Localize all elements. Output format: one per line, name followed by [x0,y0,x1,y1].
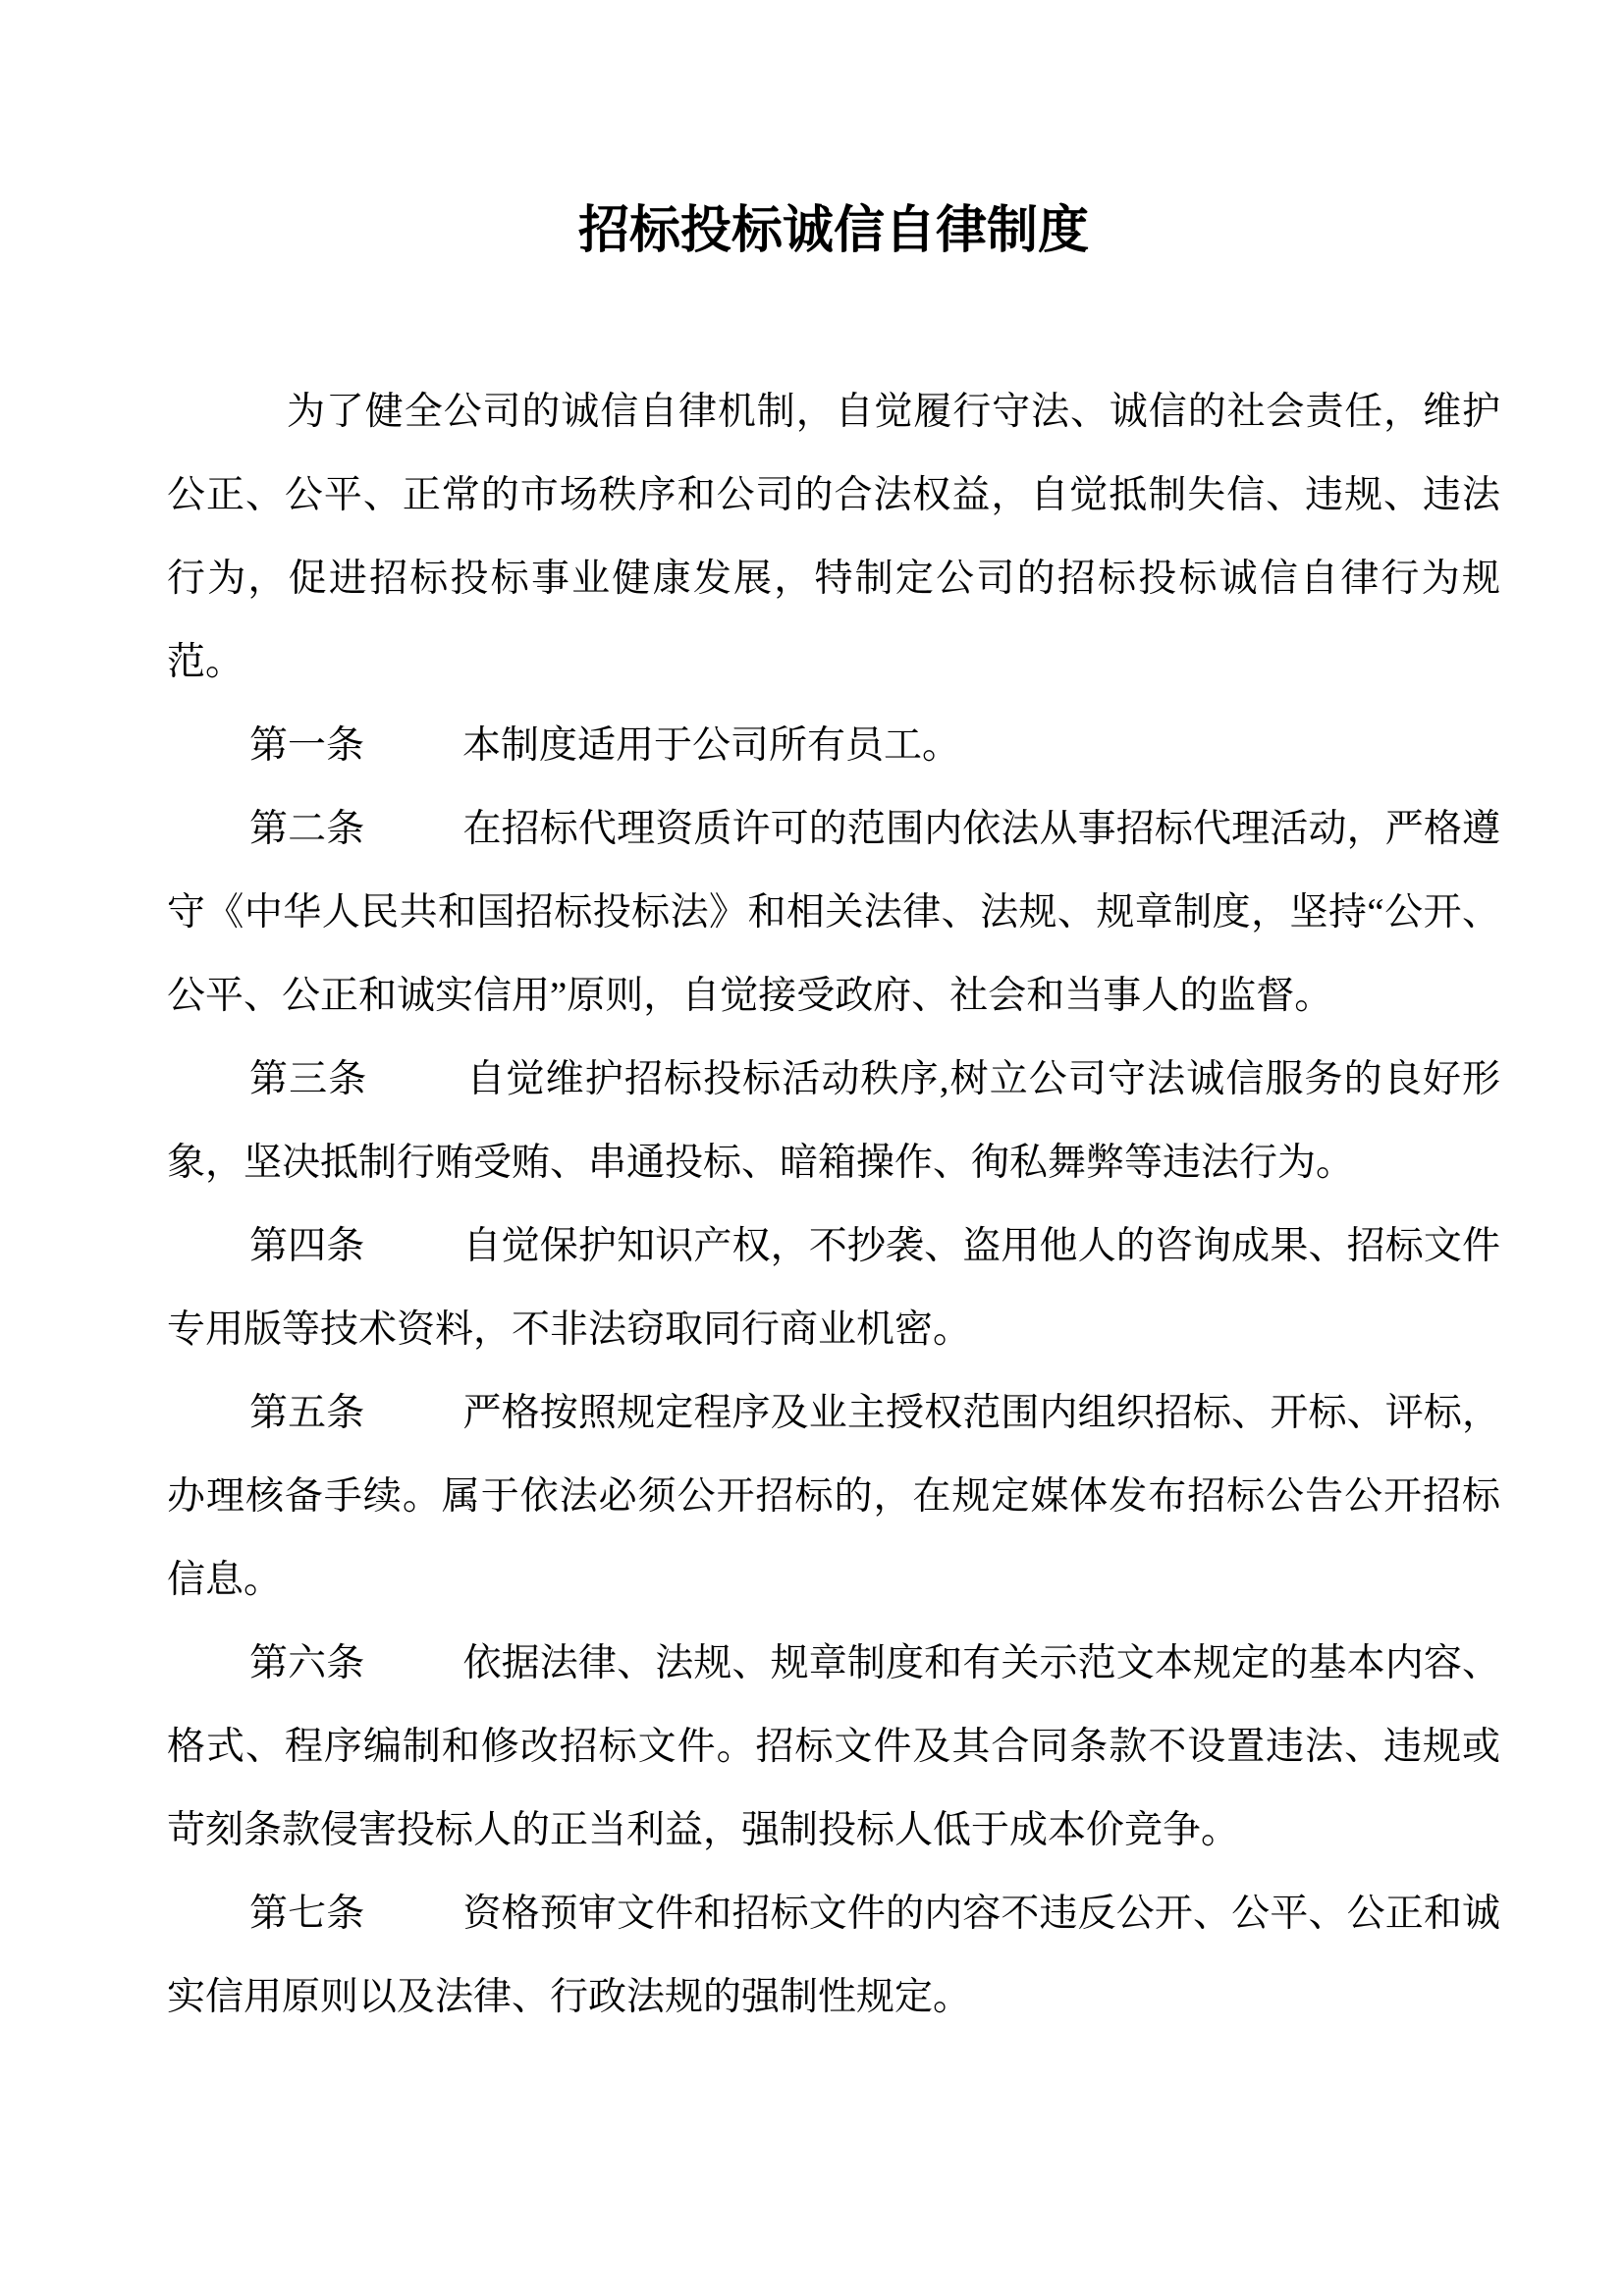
tab-space [364,1257,462,1258]
article-2-number: 第二条 [249,808,365,850]
article-6-number: 第六条 [249,1642,365,1684]
article-7-text: 资格预审文件和招标文件的内容不违反公开、公平、公正和诚实信用原则以及法律、行政法规的强制性规定。 [167,1893,1500,2018]
article-paragraph-5 [167,1371,1500,1622]
article-paragraph-6 [167,1622,1500,1872]
tab-space [364,1675,462,1676]
article-paragraph-1 [167,704,1500,787]
article-4-number: 第四条 [249,1225,365,1267]
article-5-text: 严格按照规定程序及业主授权范围内组织招标、开标、评标，办理核备手续。属于依法必须公开招标的，在规定媒体发布招标公告公开招标信息。 [167,1392,1500,1601]
tab-space [364,1925,462,1926]
tab-space [364,757,462,758]
article-7-number: 第七条 [249,1893,365,1935]
article-1-text: 本制度适用于公司所有员工。 [462,724,961,767]
article-1-number: 第一条 [249,724,365,767]
article-4-text: 自觉保护知识产权，不抄袭、盗用他人的咨询成果、招标文件专用版等技术资料，不非法窃取同行商业机密。 [167,1225,1500,1351]
article-6-text: 依据法律、法规、规章制度和有关示范文本规定的基本内容、格式、程序编制和修改招标文件。招标文件及其合同条款不设置违法、违规或苛刻条款侵害投标人的正当利益，强制投标人低于成本价竞争。 [167,1642,1500,1851]
document-title: 招标投标诚信自律制度 [577,203,1089,259]
tab-space [367,1091,465,1092]
article-3-number: 第三条 [249,1058,368,1100]
tab-space [364,840,462,841]
article-5-number: 第五条 [249,1392,365,1434]
article-paragraph-4 [167,1204,1500,1371]
article-2-text: 在招标代理资质许可的范围内依法从事招标代理活动，严格遵守《中华人民共和国招标投标法》和相关法律、法规、规章制度，坚持“公开、公平、公正和诚实信用”原则，自觉接受政府、社会和当事人的监督。 [167,808,1500,1017]
intro-paragraph: 为了健全公司的诚信自律机制，自觉履行守法、诚信的社会责任，维护公正、公平、正常的市场秩序和公司的合法权益，自觉抵制失信、违规、违法行为，促进招标投标事业健康发展，特制定公司的招标投标诚信自律行为规范。 [167,391,1500,683]
document-body [167,370,1500,2039]
article-paragraph-7 [167,1872,1500,2039]
tab-space [364,1424,462,1425]
article-3-text: 自觉维护招标投标活动秩序,树立公司守法诚信服务的良好形象，坚决抵制行贿受贿、串通投标、暗箱操作、徇私舞弊等违法行为。 [167,1058,1500,1184]
article-paragraph-2 [167,787,1500,1038]
article-paragraph-3 [167,1038,1500,1204]
